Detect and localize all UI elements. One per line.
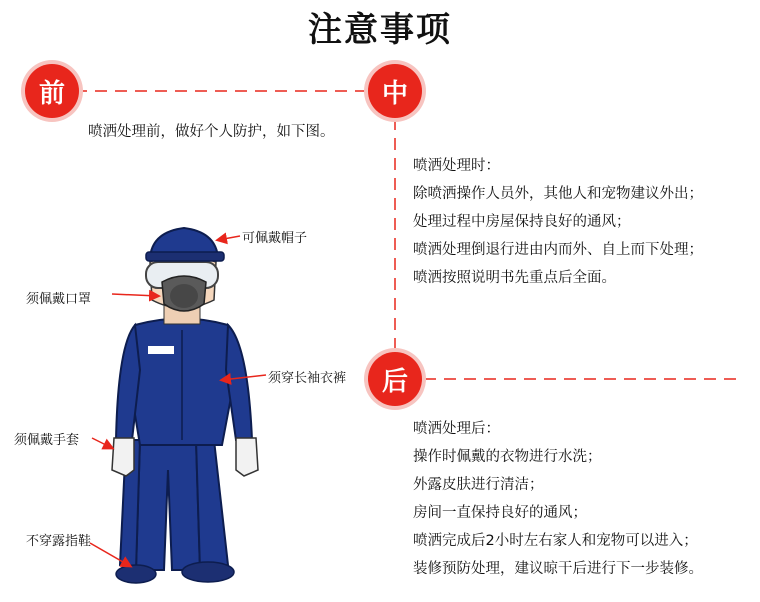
arrow-gloves <box>92 438 112 448</box>
after-line: 装修预防处理，建议晾干后进行下一步装修。 <box>413 561 703 577</box>
during-line: 除喷洒操作人员外，其他人和宠物建议外出； <box>413 186 703 202</box>
label-mask: 须佩戴口罩 <box>26 292 92 307</box>
right-shoe <box>182 562 234 582</box>
right-glove <box>236 438 258 476</box>
after-line: 操作时佩戴的衣物进行水洗； <box>413 449 602 465</box>
stage-before-badge: 前 <box>25 64 79 118</box>
after-line: 外露皮肤进行清洁； <box>413 477 544 493</box>
label-shoes: 不穿露指鞋 <box>26 534 92 549</box>
during-line: 喷洒处理时： <box>413 158 500 174</box>
label-hat: 可佩戴帽子 <box>242 231 308 246</box>
during-line: 处理过程中房屋保持良好的通风； <box>413 214 631 230</box>
during-line: 喷洒按照说明书先重点后全面。 <box>413 270 616 286</box>
left-glove <box>112 438 134 476</box>
arrow-hat <box>218 236 240 240</box>
page-title: 注意事项 <box>308 10 452 50</box>
before-text: 喷洒处理前，做好个人防护，如下图。 <box>88 124 335 140</box>
suit-badge <box>148 346 174 354</box>
label-gloves: 须佩戴手套 <box>14 433 80 448</box>
during-line: 喷洒处理倒退行进由内而外、自上而下处理； <box>413 242 703 258</box>
after-line: 房间一直保持良好的通风； <box>413 505 587 521</box>
after-line: 喷洒处理后： <box>413 421 500 437</box>
stage-during-badge: 中 <box>368 64 422 118</box>
suit-right-arm <box>226 325 252 440</box>
after-line: 喷洒完成后2小时左右家人和宠物可以进入； <box>413 533 698 549</box>
left-shoe <box>116 565 156 583</box>
stage-after-badge: 后 <box>368 352 422 406</box>
label-suit: 须穿长袖衣裤 <box>268 371 347 386</box>
suit-legs <box>136 440 200 570</box>
